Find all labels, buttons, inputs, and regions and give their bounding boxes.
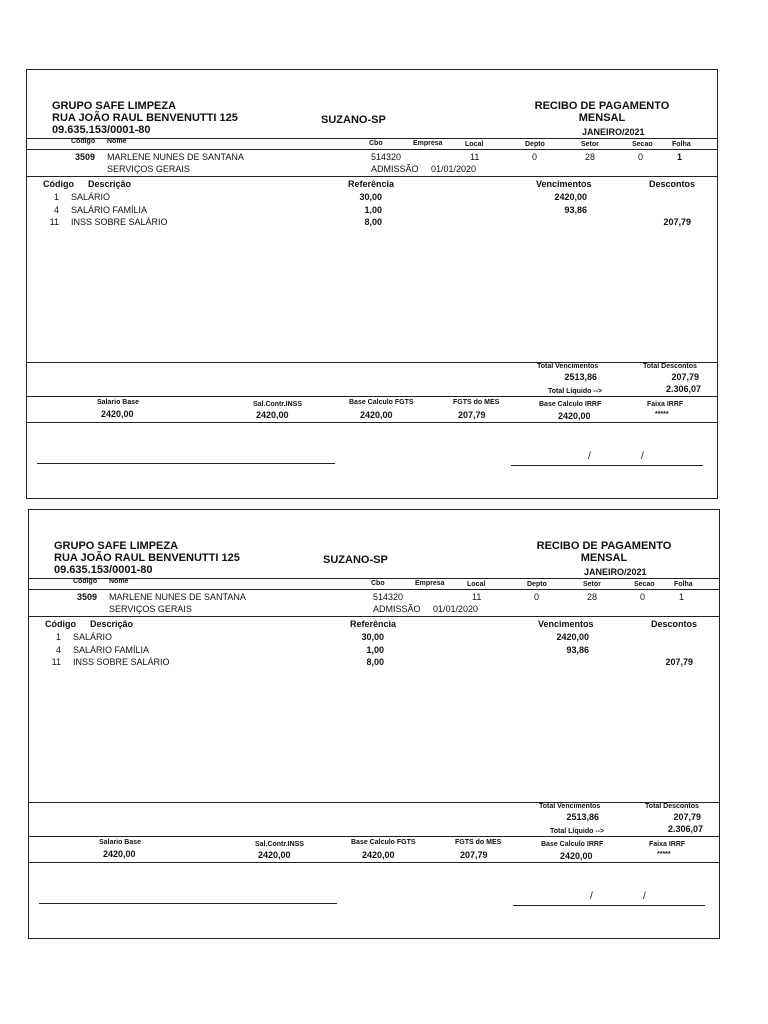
sal-contr-label: Sal.Contr.INSS xyxy=(255,841,305,848)
employee-divider xyxy=(27,176,717,177)
company-name: GRUPO SAFE LIMPEZA xyxy=(54,540,179,552)
company-city: SUZANO-SP xyxy=(323,554,388,566)
date-line xyxy=(511,465,703,466)
item-ref: 1,00 xyxy=(366,645,384,655)
admissao-label: ADMISSÃO xyxy=(373,604,421,614)
total-desc-label: Total Descontos xyxy=(643,363,697,370)
employee-secao: 0 xyxy=(640,592,646,602)
total-venc-label: Total Vencimentos xyxy=(539,803,601,810)
item-venc: 2420,00 xyxy=(556,632,589,642)
base-irrf-label: Base Calculo IRRF xyxy=(539,401,602,408)
employee-setor: 28 xyxy=(585,152,596,162)
employee-role: SERVIÇOS GERAIS xyxy=(107,164,190,174)
employee-depto: 0 xyxy=(532,152,538,162)
item-desc: INSS SOBRE SALÁRIO xyxy=(73,657,170,667)
item-code: 1 xyxy=(55,632,61,642)
col-codigo: Código xyxy=(45,619,76,629)
label-empresa: Empresa xyxy=(413,140,443,147)
sal-contr: 2420,00 xyxy=(256,410,289,420)
label-codigo: Código xyxy=(71,138,96,145)
date-line xyxy=(513,905,705,906)
bases-divider xyxy=(27,396,717,397)
item-desc: SALÁRIO FAMÍLIA xyxy=(71,205,148,215)
item-desc: SALÁRIO xyxy=(73,632,113,642)
faixa-label: Faixa IRRF xyxy=(649,841,686,848)
item-ref: 1,00 xyxy=(364,205,382,215)
company-address: RUA JOÃO RAUL BENVENUTTI 125 xyxy=(52,112,238,124)
employee-local: 11 xyxy=(470,152,480,162)
fgts-mes-label: FGTS do MES xyxy=(453,399,500,406)
base-irrf: 2420,00 xyxy=(558,411,591,421)
salario-base-label: Salario Base xyxy=(99,839,142,846)
item-code: 11 xyxy=(51,657,61,667)
total-liquido: 2.306,07 xyxy=(667,824,703,834)
total-desc: 207,79 xyxy=(671,372,699,382)
company-cnpj: 09.635.153/0001-80 xyxy=(52,124,151,136)
period: JANEIRO/2021 xyxy=(582,127,645,137)
item-venc: 93,86 xyxy=(564,205,587,215)
col-vencimentos: Vencimentos xyxy=(536,179,592,189)
employee-folha: 1 xyxy=(679,592,685,602)
date-sep: / xyxy=(588,451,591,462)
employee-local: 11 xyxy=(472,592,482,602)
company-name: GRUPO SAFE LIMPEZA xyxy=(52,100,177,112)
totals-divider xyxy=(27,362,717,363)
label-local: Local xyxy=(467,581,486,588)
label-nome: Nome xyxy=(109,578,129,585)
signature-divider xyxy=(29,862,719,863)
item-ref: 30,00 xyxy=(359,192,382,202)
col-referencia: Referência xyxy=(350,619,397,629)
header-divider xyxy=(27,138,717,139)
employee-code: 3509 xyxy=(77,592,98,602)
employee-cbo: 514320 xyxy=(371,152,402,162)
col-descontos: Descontos xyxy=(651,619,698,629)
col-descricao: Descrição xyxy=(90,619,134,629)
employee-secao: 0 xyxy=(638,152,644,162)
employee-name: MARLENE NUNES DE SANTANA xyxy=(109,592,246,602)
total-liquido-label: Total Líquido --> xyxy=(548,388,603,395)
employee-setor: 28 xyxy=(587,592,598,602)
admissao-date: 01/01/2020 xyxy=(431,164,477,174)
label-folha: Folha xyxy=(672,141,691,148)
base-irrf-label: Base Calculo IRRF xyxy=(541,841,604,848)
total-desc-label: Total Descontos xyxy=(645,803,699,810)
label-secao: Secao xyxy=(632,141,653,148)
label-cbo: Cbo xyxy=(369,140,383,147)
col-referencia: Referência xyxy=(348,179,395,189)
total-venc-label: Total Vencimentos xyxy=(537,363,599,370)
admissao-label: ADMISSÃO xyxy=(371,164,419,174)
date-sep: / xyxy=(641,451,644,462)
employee-code: 3509 xyxy=(75,152,96,162)
col-codigo: Código xyxy=(43,179,74,189)
total-liquido: 2.306,07 xyxy=(665,384,701,394)
label-empresa: Empresa xyxy=(415,580,445,587)
employee-depto: 0 xyxy=(534,592,540,602)
total-venc: 2513,86 xyxy=(564,372,597,382)
item-ref: 8,00 xyxy=(366,657,384,667)
receipt-title xyxy=(532,100,672,124)
item-discount: 207,79 xyxy=(663,217,691,227)
label-depto: Depto xyxy=(525,141,545,148)
col-descontos: Descontos xyxy=(649,179,696,189)
item-venc: 93,86 xyxy=(566,645,589,655)
period: JANEIRO/2021 xyxy=(584,567,647,577)
labels-divider xyxy=(29,589,719,590)
item-venc: 2420,00 xyxy=(554,192,587,202)
date-sep: / xyxy=(590,891,593,902)
receipt-1 xyxy=(26,69,718,499)
label-setor: Setor xyxy=(583,581,601,588)
col-descricao: Descrição xyxy=(88,179,132,189)
item-discount: 207,79 xyxy=(665,657,693,667)
receipt-title-line2: MENSAL xyxy=(580,552,628,564)
item-ref: 8,00 xyxy=(364,217,382,227)
item-code: 1 xyxy=(53,192,59,202)
labels-divider xyxy=(27,149,717,150)
item-code: 11 xyxy=(49,217,59,227)
item-desc: SALÁRIO FAMÍLIA xyxy=(73,645,150,655)
item-desc: INSS SOBRE SALÁRIO xyxy=(71,217,168,227)
label-codigo: Código xyxy=(73,578,98,585)
date-sep: / xyxy=(643,891,646,902)
faixa-label: Faixa IRRF xyxy=(647,401,684,408)
label-nome: Nome xyxy=(107,138,127,145)
col-vencimentos: Vencimentos xyxy=(538,619,594,629)
item-desc: SALÁRIO xyxy=(71,192,111,202)
company-city: SUZANO-SP xyxy=(321,114,386,126)
receipt-title-line2: MENSAL xyxy=(578,112,626,124)
total-venc: 2513,86 xyxy=(566,812,599,822)
employee-cbo: 514320 xyxy=(373,592,404,602)
total-liquido-label: Total Líquido --> xyxy=(550,828,605,835)
company-cnpj: 09.635.153/0001-80 xyxy=(54,564,153,576)
label-cbo: Cbo xyxy=(371,580,385,587)
bases-divider xyxy=(29,836,719,837)
receipt-title-line1: RECIBO DE PAGAMENTO xyxy=(534,100,670,112)
salario-base-label: Salario Base xyxy=(97,399,140,406)
signature-line xyxy=(37,463,335,464)
sal-contr-label: Sal.Contr.INSS xyxy=(253,401,303,408)
salario-base: 2420,00 xyxy=(103,849,136,859)
faixa: ***** xyxy=(657,851,671,858)
item-code: 4 xyxy=(55,645,61,655)
item-code: 4 xyxy=(53,205,59,215)
label-local: Local xyxy=(465,141,484,148)
fgts-mes: 207,79 xyxy=(460,850,488,860)
faixa: ***** xyxy=(655,411,669,418)
employee-folha: 1 xyxy=(677,152,683,162)
salario-base: 2420,00 xyxy=(101,409,134,419)
receipt-2 xyxy=(28,509,720,939)
base-fgts-label: Base Calculo FGTS xyxy=(349,399,414,406)
totals-divider xyxy=(29,802,719,803)
base-irrf: 2420,00 xyxy=(560,851,593,861)
admissao-date: 01/01/2020 xyxy=(433,604,479,614)
base-fgts: 2420,00 xyxy=(362,850,395,860)
receipt-title xyxy=(534,540,674,564)
label-depto: Depto xyxy=(527,581,547,588)
receipt-title-line1: RECIBO DE PAGAMENTO xyxy=(536,540,672,552)
item-ref: 30,00 xyxy=(361,632,384,642)
sal-contr: 2420,00 xyxy=(258,850,291,860)
signature-line xyxy=(39,903,337,904)
fgts-mes-label: FGTS do MES xyxy=(455,839,502,846)
label-secao: Secao xyxy=(634,581,655,588)
fgts-mes: 207,79 xyxy=(458,410,486,420)
employee-role: SERVIÇOS GERAIS xyxy=(109,604,192,614)
company-address: RUA JOÃO RAUL BENVENUTTI 125 xyxy=(54,552,240,564)
signature-divider xyxy=(27,422,717,423)
base-fgts-label: Base Calculo FGTS xyxy=(351,839,416,846)
header-divider xyxy=(29,578,719,579)
base-fgts: 2420,00 xyxy=(360,410,393,420)
total-desc: 207,79 xyxy=(673,812,701,822)
label-setor: Setor xyxy=(581,141,599,148)
employee-name: MARLENE NUNES DE SANTANA xyxy=(107,152,244,162)
employee-divider xyxy=(29,616,719,617)
label-folha: Folha xyxy=(674,581,693,588)
